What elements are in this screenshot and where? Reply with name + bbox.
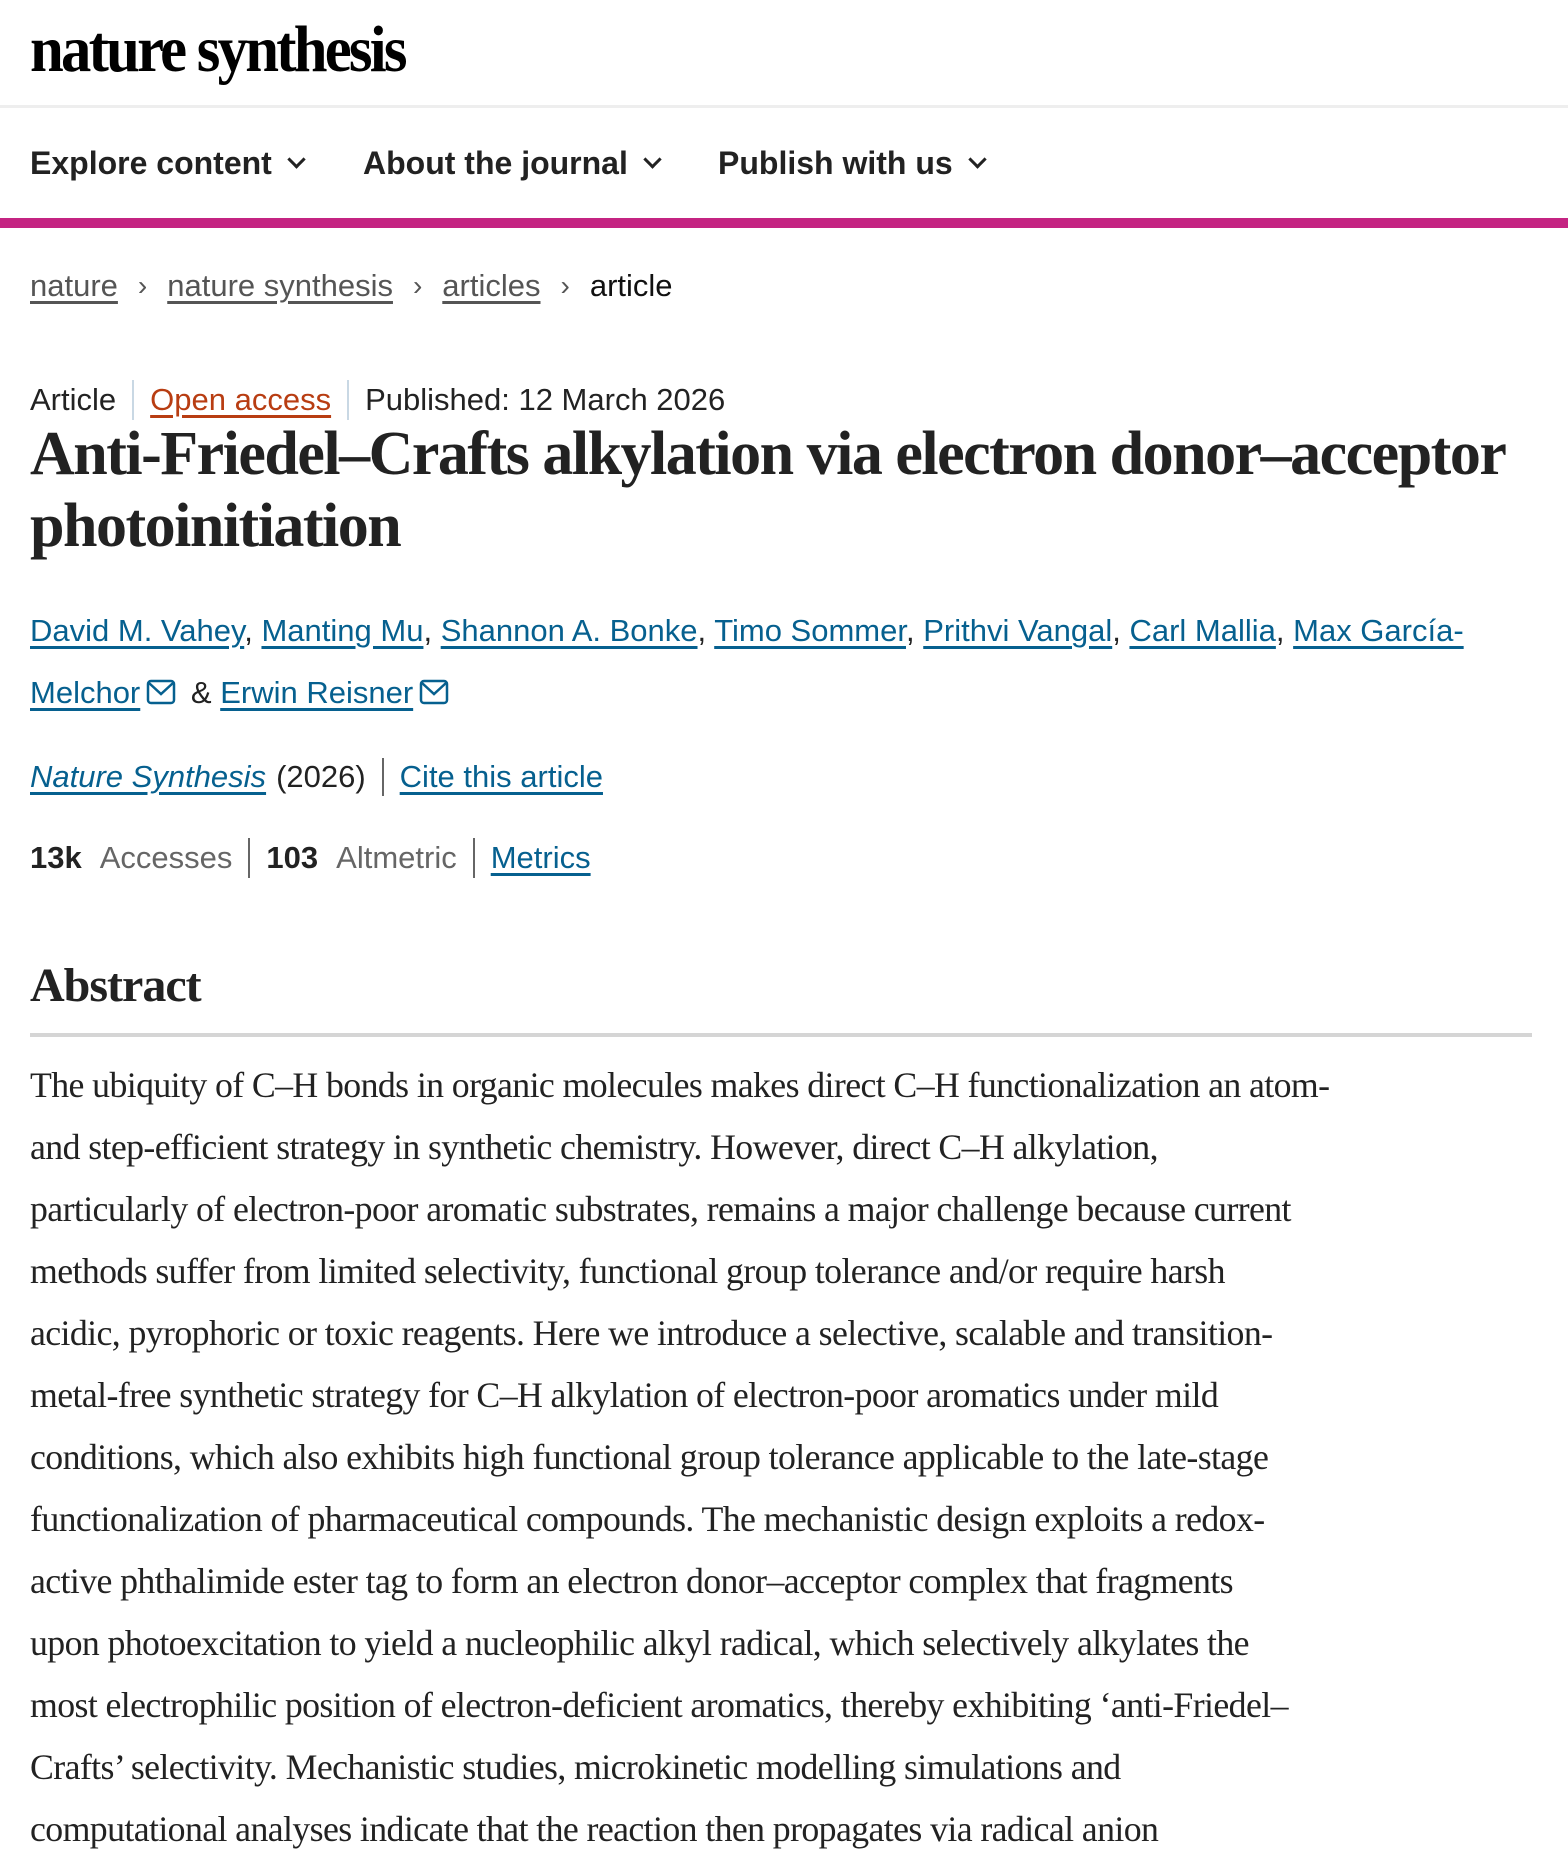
- abstract-divider: [30, 1033, 1532, 1037]
- author-name-part: Melchor: [30, 675, 141, 710]
- open-access-link[interactable]: Open access: [150, 382, 332, 417]
- abstract-line: The ubiquity of C–H bonds in organic molecules makes direct C–H functionalization an atom-: [30, 1065, 1330, 1105]
- article-meta: [30, 380, 725, 420]
- chevron-down-icon: [643, 150, 661, 168]
- accesses-count: 13k: [30, 840, 82, 875]
- separator: ,: [1275, 613, 1285, 648]
- author-link[interactable]: Timo Sommer: [714, 613, 906, 648]
- mail-icon[interactable]: [146, 664, 176, 726]
- separator: ,: [697, 613, 707, 648]
- divider: [347, 380, 349, 420]
- separator: ,: [905, 613, 915, 648]
- article-title: Anti-Friedel–Crafts alkylation via electron donor–acceptor photoinitiation: [30, 420, 1505, 560]
- author-link[interactable]: David M. Vahey: [30, 613, 245, 648]
- citation-line: [30, 758, 603, 796]
- author-link[interactable]: Manting Mu: [261, 613, 424, 648]
- separator: ,: [244, 613, 253, 648]
- cite-this-article-link[interactable]: Cite this article: [399, 759, 603, 794]
- chevron-right-icon: ›: [560, 270, 570, 301]
- abstract-line: acidic, pyrophoric or toxic reagents. Here we introduce a selective, scalable and transition-: [30, 1313, 1273, 1353]
- divider: [132, 380, 134, 420]
- abstract-line: most electrophilic position of electron-deficient aromatics, thereby exhibiting ‘anti-Friedel–: [30, 1685, 1288, 1725]
- nav-explore-content[interactable]: [30, 145, 303, 182]
- abstract-line: Crafts’ selectivity. Mechanistic studies, microkinetic modelling simulations and: [30, 1747, 1121, 1787]
- abstract-line: and step-efficient strategy in synthetic chemistry. However, direct C–H alkylation,: [30, 1127, 1158, 1167]
- divider: [248, 838, 250, 878]
- accent-bar: [0, 218, 1568, 228]
- author-list: [30, 600, 1550, 726]
- author-link[interactable]: Carl Mallia: [1129, 613, 1276, 648]
- author-link[interactable]: Shannon A. Bonke: [440, 613, 698, 648]
- chevron-down-icon: [968, 150, 986, 168]
- breadcrumb-articles[interactable]: articles: [442, 268, 541, 303]
- accesses-label: Accesses: [99, 840, 233, 875]
- journal-logo[interactable]: nature synthesis: [30, 13, 405, 86]
- breadcrumb: [30, 268, 673, 304]
- nav-about-journal[interactable]: [363, 145, 659, 182]
- nav-label: About the journal: [363, 145, 628, 181]
- journal-year: (2026): [276, 759, 366, 794]
- separator: ,: [423, 613, 433, 648]
- site-header: [0, 0, 1568, 108]
- abstract-line: active phthalimide ester tag to form an electron donor–acceptor complex that fragments: [30, 1561, 1233, 1601]
- author-link[interactable]: Prithvi Vangal: [923, 613, 1113, 648]
- published-date: Published: 12 March 2026: [365, 382, 726, 417]
- abstract-line: computational analyses indicate that the reaction then propagates via radical anion: [30, 1809, 1159, 1849]
- divider: [473, 838, 475, 878]
- main-nav: [0, 111, 1568, 218]
- author-link[interactable]: Erwin Reisner: [220, 675, 414, 710]
- article-type: Article: [30, 382, 117, 417]
- altmetric-count: 103: [266, 840, 319, 875]
- abstract-line: metal-free synthetic strategy for C–H alkylation of electron-poor aromatics under mild: [30, 1375, 1219, 1415]
- abstract-line: methods suffer from limited selectivity, functional group tolerance and/or require harsh: [30, 1251, 1225, 1291]
- chevron-right-icon: ›: [137, 270, 148, 301]
- metrics-link[interactable]: Metrics: [490, 840, 591, 875]
- breadcrumb-current: article: [589, 268, 673, 303]
- mail-icon[interactable]: [419, 664, 449, 726]
- abstract-text: [30, 1054, 1550, 1860]
- article-metrics: [30, 838, 591, 878]
- abstract-line: upon photoexcitation to yield a nucleophilic alkyl radical, which selectively alkylates the: [30, 1623, 1249, 1663]
- nav-label: Explore content: [30, 145, 272, 181]
- breadcrumb-nature-synthesis[interactable]: nature synthesis: [167, 268, 393, 303]
- separator: ,: [1112, 613, 1121, 648]
- chevron-down-icon: [287, 150, 305, 168]
- chevron-right-icon: ›: [412, 270, 423, 301]
- divider: [382, 758, 384, 796]
- journal-link[interactable]: Nature Synthesis: [30, 759, 267, 794]
- abstract-line: conditions, which also exhibits high functional group tolerance applicable to the late-stage: [30, 1437, 1269, 1477]
- author-name-part: Max García-: [1293, 613, 1464, 648]
- ampersand: &: [190, 675, 212, 710]
- abstract-line: functionalization of pharmaceutical compounds. The mechanistic design exploits a redox-: [30, 1499, 1265, 1539]
- abstract-heading: Abstract: [30, 959, 201, 1012]
- nav-label: Publish with us: [718, 145, 953, 181]
- abstract-line: particularly of electron-poor aromatic substrates, remains a major challenge because current: [30, 1189, 1291, 1229]
- nav-publish-with-us[interactable]: [718, 145, 984, 182]
- breadcrumb-nature[interactable]: nature: [30, 268, 118, 303]
- altmetric-label: Altmetric: [336, 840, 457, 875]
